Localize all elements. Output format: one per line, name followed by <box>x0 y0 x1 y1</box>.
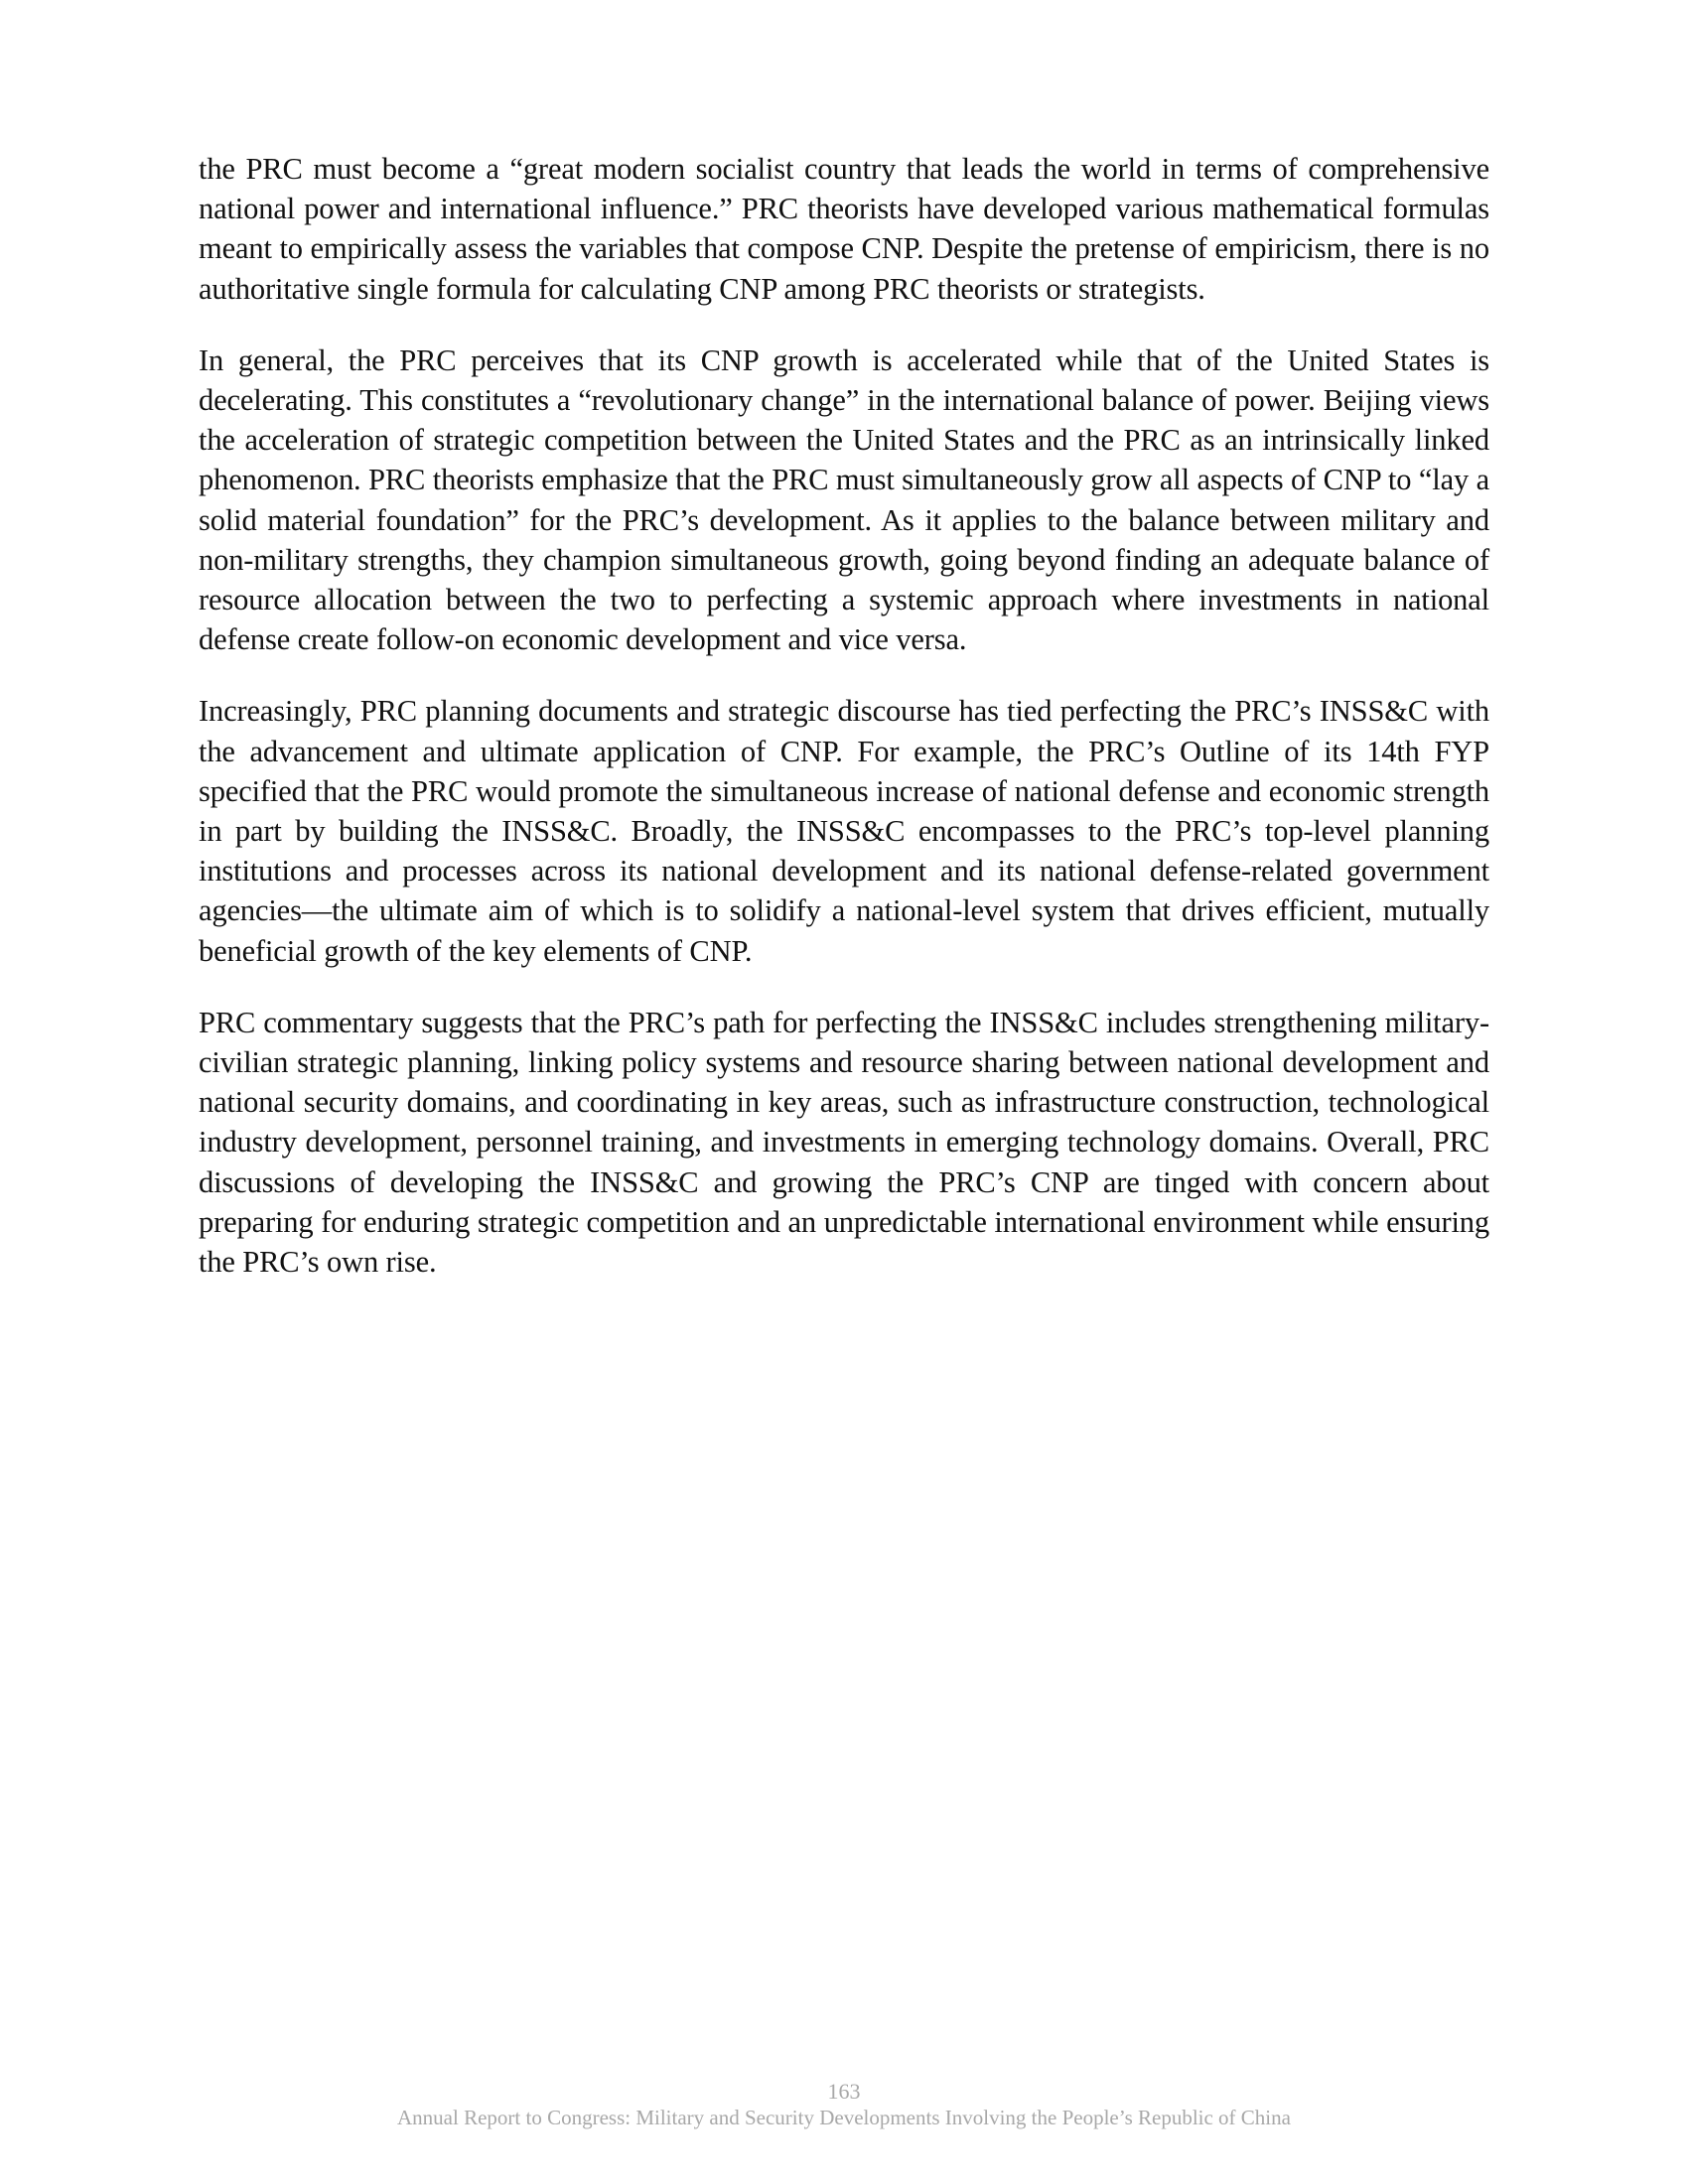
page-footer <box>0 2079 1688 2130</box>
paragraph-inss-and-c: Increasingly, PRC planning documents and strategic discourse has tied perfecting the PRC’s INSS&C with the advancement and ultimate application of CNP. For example, the PRC’s Outline of its 14th FYP specified that the PRC would promote the simultaneous increase of national defense and economic strength in part by building the INSS&C. Broadly, the INSS&C encompasses to the PRC’s top-level planning institutions and processes across its national development and its national defense-related government agencies—the ultimate aim of which is to solidify a national-level system that drives efficient, mutually beneficial growth of the key elements of CNP. <box>199 694 1489 968</box>
paragraph-cnp-growth-perception: In general, the PRC perceives that its CNP growth is accelerated while that of the United States is decelerating. This constitutes a “revolutionary change” in the international balance of power. Beijing views the acceleration of strategic competition between the United States and the PRC as an intrinsically linked phenomenon. PRC theorists emphasize that the PRC must simultaneously grow all aspects of CNP to “lay a solid material foundation” for the PRC’s development. As it applies to the balance between military and non-military strengths, they champion simultaneous growth, going beyond finding an adequate balance of resource allocation between the two to perfecting a systemic approach where investments in national defense create follow-on economic development and vice versa. <box>199 342 1489 657</box>
report-title: Annual Report to Congress: Military and Security Developments Involving the People’s Republic of China <box>397 2106 1291 2129</box>
paragraph-cnp-definition: the PRC must become a “great modern socialist country that leads the world in terms of comprehensive national power and international influence.” PRC theorists have developed various mathematical formulas meant to empirically assess the variables that compose CNP. Despite the pretense of empiricism, there is no authoritative single formula for calculating CNP among PRC theorists or strategists. <box>199 152 1489 306</box>
paragraph-prc-commentary: PRC commentary suggests that the PRC’s path for perfecting the INSS&C includes strengthening military-civilian strategic planning, linking policy systems and resource sharing between national development and national security domains, and coordinating in key areas, such as infrastructure construction, technological industry development, personnel training, and investments in emerging technology domains. Overall, PRC discussions of developing the INSS&C and growing the PRC’s CNP are tinged with concern about preparing for enduring strategic competition and an unpredictable international environment while ensuring the PRC’s own rise. <box>199 1005 1489 1280</box>
document-body <box>199 149 1489 1313</box>
page-number: 163 <box>827 2079 861 2104</box>
